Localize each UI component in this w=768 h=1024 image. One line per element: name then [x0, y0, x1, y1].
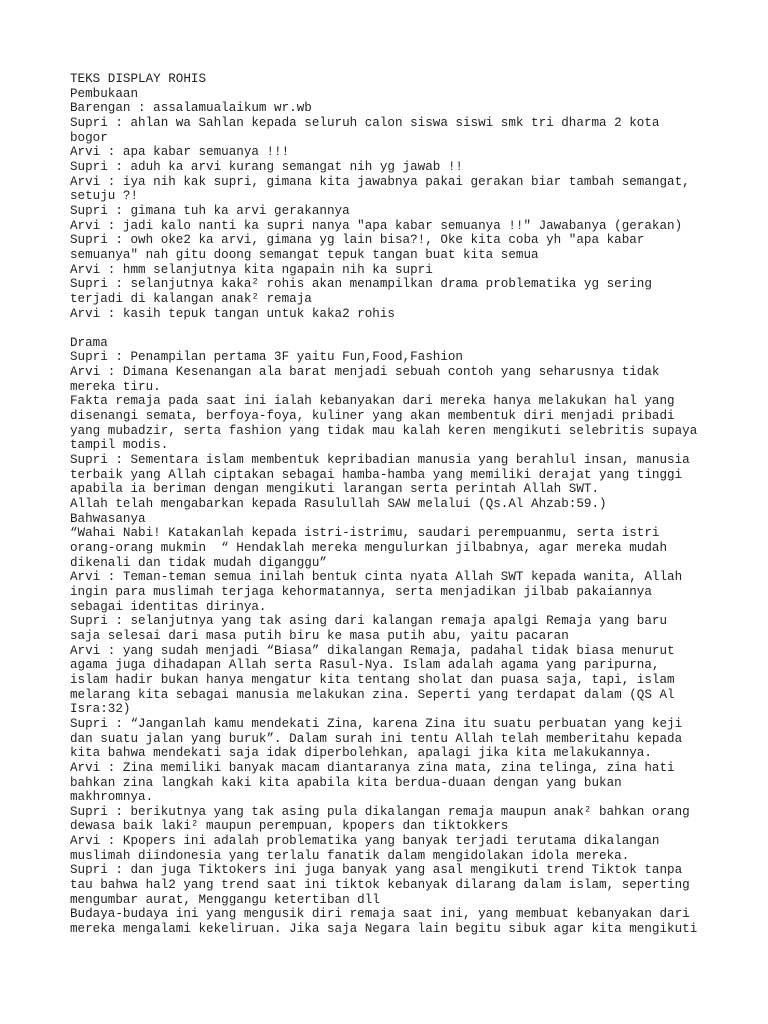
text-line: Isra:32)	[70, 702, 131, 717]
text-line: Supri : Sementara islam membentuk kepribadian manusia yang berahlul insan, manusia	[70, 453, 690, 468]
text-line: terjadi di kalangan anak² remaja	[70, 291, 312, 306]
text-line: semuanya" nah gitu doong semangat tepuk tangan buat kita semua	[70, 247, 539, 262]
text-line: Supri : “Janganlah kamu mendekati Zina, karena Zina itu suatu perbuatan yang keji	[70, 716, 683, 731]
text-line: mereka mengalami kekeliruan. Jika saja Negara lain begitu sibuk agar kita mengikuti	[70, 922, 698, 937]
text-line: bahkan zina langkah kaki kita apabila kita berdua-duaan dengan yang bukan	[70, 775, 622, 790]
text-line: tampil modis.	[70, 438, 169, 453]
text-line: Arvi : jadi kalo nanti ka supri nanya "apa kabar semuanya !!" Jawabanya (gerakan)	[70, 218, 683, 233]
text-line: Supri : ahlan wa Sahlan kepada seluruh calon siswa siswi smk tri dharma 2 kota	[70, 115, 660, 130]
text-line: dewasa baik laki² maupun perempuan, kpopers dan tiktokkers	[70, 819, 509, 834]
text-line: Arvi : Kpopers ini adalah problematika yang banyak terjadi terutama dikalangan	[70, 834, 660, 849]
blank-line	[70, 321, 750, 336]
text-line: mengumbar aurat, Menggangu ketertiban dll	[70, 892, 380, 907]
text-line: Supri : berikutnya yang tak asing pula dikalangan remaja maupun anak² bahkan orang	[70, 804, 690, 819]
text-line: orang-orang mukmin “ Hendaklah mereka mengulurkan jilbabnya, agar mereka mudah	[70, 541, 668, 555]
text-line: Allah telah mengabarkan kepada Rasulullah SAW melalui (Qs.Al Ahzab:59.)	[70, 497, 607, 512]
text-line: bogor	[70, 130, 108, 145]
text-line: Supri : selanjutnya yang tak asing dari kalangan remaja apalgi Remaja yang baru	[70, 614, 668, 629]
text-line: Arvi : Dimana Kesenangan ala barat menjadi sebuah contoh yang seharusnya tidak	[70, 365, 660, 380]
text-line: saja selesai dari masa putih biru ke masa putih abu, yaitu pacaran	[70, 628, 569, 643]
text-line: terbaik yang Allah ciptakan sebagai hamba-hamba yang memiliki derajat yang tinggi	[70, 467, 683, 482]
text-line: Barengan : assalamualaikum wr.wb	[70, 101, 312, 116]
text-line: Supri : owh oke2 ka arvi, gimana yg lain bisa?!, Oke kita coba yh "apa kabar	[70, 233, 645, 248]
text-line: Arvi : kasih tepuk tangan untuk kaka2 rohis	[70, 306, 395, 321]
text-line: setuju ?!	[70, 189, 139, 204]
text-line: Fakta remaja pada saat ini ialah kebanyakan dari mereka hanya melakukan hal yang	[70, 394, 675, 409]
text-line: mereka tiru.	[70, 379, 161, 394]
text-line: Arvi : Zina memiliki banyak macam diantaranya zina mata, zina telinga, zina hati	[70, 760, 675, 775]
text-line: Supri : dan juga Tiktokers ini juga banyak yang asal mengikuti trend Tiktok tanpa	[70, 863, 683, 878]
text-line: disenangi semata, berfoya-foya, kuliner yang akan membentuk diri menjadi pribadi	[70, 409, 675, 424]
text-line: muslimah diindonesia yang terlalu fanatik dalam mengidolakan idola mereka.	[70, 848, 630, 863]
text-line: Supri : gimana tuh ka arvi gerakannya	[70, 203, 350, 218]
section-heading: Pembukaan	[70, 86, 139, 101]
text-line: Supri : aduh ka arvi kurang semangat nih yg jawab !!	[70, 159, 463, 174]
text-line: Bahwasanya	[70, 511, 146, 526]
section-heading: Drama	[70, 335, 108, 350]
text-line: melarang kita sebagai manusia melakukan zina. Seperti yang terdapat dalam (QS Al	[70, 687, 675, 702]
text-line: dan suatu jalan yang buruk”. Dalam surah ini tentu Allah telah memberitahu kepada	[70, 731, 683, 746]
text-line: Supri : selanjutnya kaka² rohis akan menampilkan drama problematika yg sering	[70, 277, 652, 292]
text-line: tau bahwa hal2 yang trend saat ini tiktok kebanyak dilarang dalam islam, seperting	[70, 878, 690, 893]
text-line: “Wahai Nabi! Katakanlah kepada istri-istrimu, saudari perempuanmu, serta istri	[70, 526, 660, 541]
text-line: sebagai identitas dirinya.	[70, 599, 267, 614]
text-line: ingin para muslimah terjaga kehormatannya, serta menjadikan jilbab pakaiannya	[70, 584, 652, 599]
text-line: apabila ia beriman dengan mengikuti larangan serta perintah Allah SWT.	[70, 482, 600, 497]
text-line: kita bahwa mendekati saja idak diperbolehkan, apalagi jika kita melakukannya.	[70, 746, 652, 761]
document-title: TEKS DISPLAY ROHIS	[70, 72, 207, 86]
text-line: Arvi : yang sudah menjadi “Biasa” dikalangan Remaja, padahal tidak biasa menurut	[70, 643, 675, 658]
text-line: Budaya-budaya ini yang mengusik diri remaja saat ini, yang membuat kebanyakan dari	[70, 907, 690, 922]
text-line: Supri : Penampilan pertama 3F yaitu Fun,Food,Fashion	[70, 350, 463, 365]
text-line: makhromnya.	[70, 790, 154, 805]
text-line: Arvi : iya nih kak supri, gimana kita jawabnya pakai gerakan biar tambah semangat,	[70, 174, 690, 189]
text-line: Arvi : Teman-teman semua inilah bentuk cinta nyata Allah SWT kepada wanita, Allah	[70, 570, 683, 585]
text-line: dikenali dan tidak mudah diganggu”	[70, 555, 327, 570]
text-line: agama juga dihadapan Allah serta Rasul-Nya. Islam adalah agama yang paripurna,	[70, 658, 660, 673]
document-page	[70, 72, 750, 937]
text-line: yang mubadzir, serta fashion yang tidak mau kalah keren mengikuti selebritis supaya	[70, 423, 698, 438]
text-line: Arvi : hmm selanjutnya kita ngapain nih ka supri	[70, 262, 433, 277]
text-line: islam hadir bukan hanya mengatur kita tentang sholat dan puasa saja, tapi, islam	[70, 672, 675, 687]
text-line: Arvi : apa kabar semuanya !!!	[70, 145, 290, 160]
